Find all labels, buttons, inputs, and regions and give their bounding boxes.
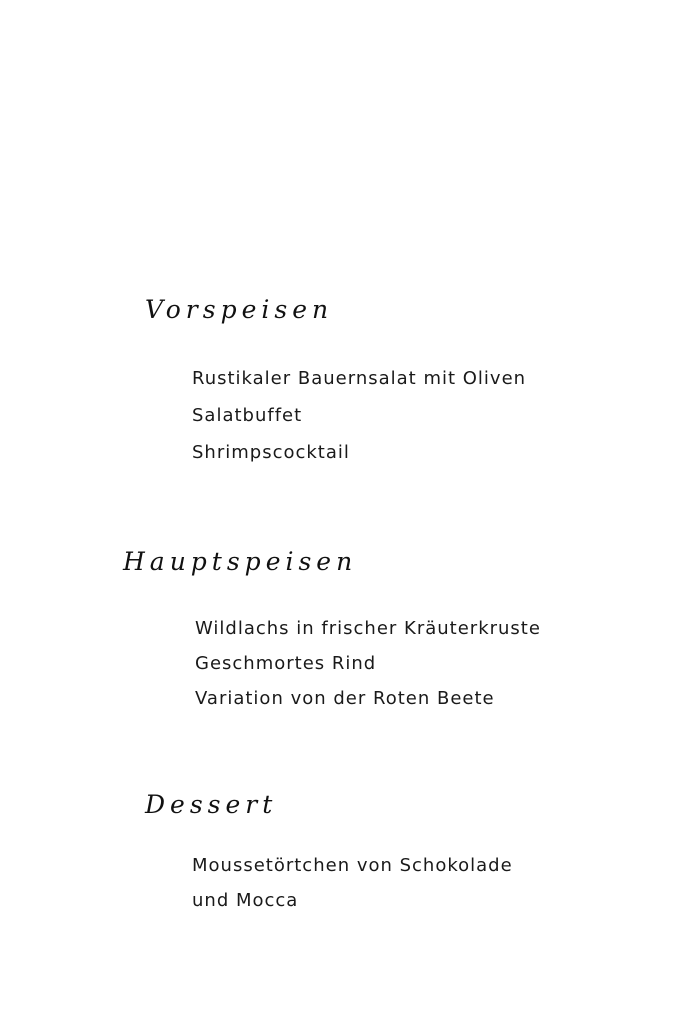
menu-item-list (192, 360, 526, 471)
menu-item: Geschmortes Rind (195, 653, 377, 674)
menu-item: Moussetörtchen von Schokolade (192, 855, 513, 876)
section-heading: Vorspeisen (145, 295, 334, 324)
menu-item: und Mocca (192, 890, 299, 911)
menu-item: Wildlachs in frischer Kräuterkruste (195, 618, 541, 639)
section-heading: Hauptspeisen (123, 547, 358, 576)
menu-item: Variation von der Roten Beete (195, 688, 495, 709)
menu-item: Shrimpscocktail (192, 442, 350, 463)
section-heading: Dessert (145, 790, 278, 819)
menu-item: Salatbuffet (192, 405, 303, 426)
menu-item-list (192, 848, 513, 918)
menu-item: Rustikaler Bauernsalat mit Oliven (192, 368, 527, 389)
menu-item-list (195, 611, 541, 716)
